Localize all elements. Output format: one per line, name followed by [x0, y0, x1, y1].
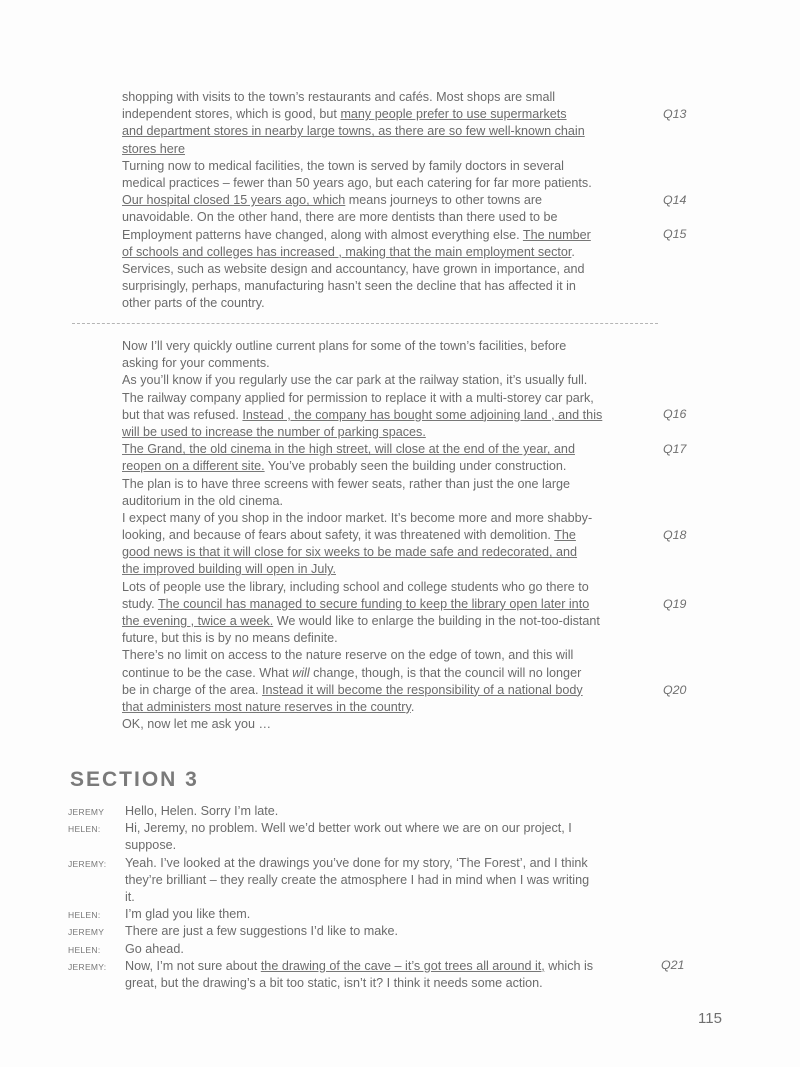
question-number: Q15	[663, 227, 687, 242]
transcript-line	[122, 596, 662, 613]
dialogue-text	[125, 820, 572, 837]
dialogue-text	[125, 837, 176, 854]
transcript-line	[122, 244, 662, 261]
question-number: Q17	[663, 441, 687, 456]
dialogue-text	[125, 906, 250, 923]
transcript-line	[122, 579, 662, 596]
text-run: unavoidable. On the other hand, there are more dentists than there used to be	[122, 210, 558, 225]
text-run: .	[410, 699, 415, 714]
underlined-answer-text: The number	[522, 227, 591, 242]
text-run: I’m glad you like them.	[125, 907, 251, 922]
transcript-line	[122, 158, 662, 175]
dialogue-line	[68, 889, 668, 906]
underlined-answer-text: many people prefer to use supermarkets	[340, 107, 567, 122]
underlined-answer-text: the drawing of the cave – it’s got trees all around it,	[260, 958, 545, 973]
transcript-line	[122, 209, 662, 226]
text-run: There are just a few suggestions I’d like to make.	[125, 924, 398, 939]
transcript-line	[122, 561, 662, 578]
dialogue-line	[68, 872, 668, 889]
underlined-answer-text: and department stores in nearby large towns, as there are so few well-known chain	[122, 124, 585, 139]
listening-transcript-part2	[122, 338, 662, 733]
transcript-line	[122, 261, 662, 278]
transcript-line	[122, 295, 662, 312]
emphasis-text: will	[292, 665, 310, 680]
text-run: The railway company applied for permission to replace it with a multi-storey car park,	[122, 390, 594, 405]
transcript-line	[122, 355, 662, 372]
page-number: 115	[698, 1010, 722, 1027]
text-run: auditorium in the old cinema.	[122, 493, 284, 508]
text-run: Turning now to medical facilities, the town is served by family doctors in several	[122, 158, 564, 173]
underlined-answer-text: reopen on a different site.	[122, 459, 265, 474]
question-number: Q21	[661, 958, 685, 973]
text-run: future, but this is by no means definite.	[122, 631, 338, 646]
question-number: Q16	[663, 407, 687, 422]
transcript-line	[122, 192, 662, 209]
underlined-answer-text: the improved building will open in July.	[122, 562, 336, 577]
section-title: SECTION 3	[70, 768, 199, 791]
speaker-name: JEREMY:	[68, 858, 107, 869]
section3-dialogue	[68, 803, 668, 992]
question-number: Q20	[663, 682, 687, 697]
text-run: Services, such as website design and accountancy, have grown in importance, and	[122, 261, 585, 276]
dialogue-text	[125, 855, 588, 872]
transcript-line	[122, 544, 662, 561]
transcript-line	[122, 106, 662, 123]
transcript-line	[122, 493, 662, 510]
question-number: Q18	[663, 527, 687, 542]
transcript-line	[122, 630, 662, 647]
transcript-line	[122, 441, 662, 458]
dialogue-line	[68, 941, 668, 958]
underlined-answer-text: Our hospital closed 15 years ago, which	[122, 193, 346, 208]
speaker-name: HELEN:	[68, 910, 101, 921]
text-run: great, but the drawing’s a bit too static, isn’t it? I think it needs some action.	[125, 975, 543, 990]
text-run: We would like to enlarge the building in the not-too-distant	[273, 614, 600, 628]
question-number: Q19	[663, 596, 687, 611]
transcript-line	[122, 372, 662, 389]
dialogue-line	[68, 906, 668, 923]
underlined-answer-text: The	[554, 528, 576, 543]
underlined-answer-text: the evening , twice a week.	[122, 614, 274, 628]
transcript-line	[122, 227, 662, 244]
transcript-line	[122, 699, 662, 716]
speaker-name: JEREMY	[68, 927, 105, 938]
text-run: Lots of people use the library, including school and college students who go there to	[122, 579, 589, 594]
dialogue-line	[68, 855, 668, 872]
text-run: but that was refused.	[122, 407, 243, 422]
text-run: Now I’ll very quickly outline current plans for some of the town’s facilities, before	[122, 339, 567, 353]
transcript-line	[122, 175, 662, 192]
text-run: suppose.	[125, 838, 177, 853]
question-number: Q14	[663, 192, 687, 207]
transcript-line	[122, 527, 662, 544]
dialogue-text	[125, 941, 184, 958]
text-run: Hello, Helen. Sorry I’m late.	[125, 804, 279, 818]
text-run: The plan is to have three screens with fewer seats, rather than just the one large	[122, 476, 571, 491]
text-run: Yeah. I’ve looked at the drawings you’ve done for my story, ‘The Forest’, and I think	[125, 855, 588, 870]
text-run: Now, I’m not sure about	[125, 958, 261, 973]
text-run: change, though, is that the council will no longer	[309, 665, 582, 680]
text-run: Hi, Jeremy, no problem. Well we’d better work out where we are on our project, I	[125, 821, 572, 836]
dialogue-line	[68, 837, 668, 854]
text-run: shopping with visits to the town’s restaurants and cafés. Most shops are small	[122, 90, 556, 104]
underlined-answer-text: of schools and colleges has increased , making that the main employment sector	[122, 244, 572, 259]
text-run: means journeys to other towns are	[345, 193, 543, 208]
text-run: asking for your comments.	[122, 356, 270, 371]
dialogue-text	[125, 975, 543, 992]
text-run: which is	[544, 958, 594, 973]
text-run: There’s no limit on access to the nature reserve on the edge of town, and this will	[122, 648, 574, 663]
dialogue-text	[125, 803, 278, 820]
underlined-answer-text: Instead it will become the responsibility of a national body	[262, 682, 583, 697]
underlined-answer-text: stores here	[122, 141, 185, 156]
transcript-line	[122, 647, 662, 664]
speaker-name: HELEN:	[68, 944, 101, 955]
text-run: study.	[122, 596, 158, 611]
dialogue-text	[125, 958, 593, 975]
transcript-line	[122, 424, 662, 441]
dialogue-text	[125, 872, 589, 889]
dialogue-text	[125, 889, 135, 906]
underlined-answer-text: The council has managed to secure funding to keep the library open later into	[157, 596, 590, 611]
dialogue-line	[68, 958, 668, 975]
text-run: be in charge of the area.	[122, 682, 263, 697]
text-run: .	[571, 244, 575, 259]
underlined-answer-text: Instead , the company has bought some adjoining land , and this	[242, 407, 603, 422]
section-divider	[72, 323, 658, 324]
dialogue-line	[68, 803, 668, 820]
text-run: You’ve probably seen the building under construction.	[264, 459, 567, 474]
text-run: surprisingly, perhaps, manufacturing hasn’t seen the decline that has affected it in	[122, 279, 576, 294]
text-run: other parts of the country.	[122, 296, 265, 311]
text-run: independent stores, which is good, but	[122, 107, 341, 122]
transcript-line	[122, 338, 662, 355]
speaker-name: HELEN:	[68, 824, 101, 835]
speaker-name: JEREMY	[68, 807, 105, 817]
text-run: Employment patterns have changed, along with almost everything else.	[122, 227, 523, 242]
transcript-line	[122, 123, 662, 140]
dialogue-line	[68, 820, 668, 837]
transcript-line	[122, 89, 662, 106]
underlined-answer-text: good news is that it will close for six weeks to be made safe and redecorated, and	[122, 545, 578, 560]
text-run: OK, now let me ask you …	[122, 717, 272, 732]
transcript-line	[122, 476, 662, 493]
speaker-name: JEREMY:	[68, 961, 107, 972]
underlined-answer-text: The Grand, the old cinema in the high street, will close at the end of the year, and	[122, 442, 575, 457]
text-run: they’re brilliant – they really create the atmosphere I had in mind when I was writing	[125, 872, 590, 887]
text-run: I expect many of you shop in the indoor market. It’s become more and more shabby-	[122, 510, 593, 525]
dialogue-line	[68, 923, 668, 940]
underlined-answer-text: will be used to increase the number of parking spaces.	[122, 424, 426, 439]
listening-transcript-part1	[122, 89, 662, 312]
transcript-line	[122, 458, 662, 475]
transcript-line	[122, 716, 662, 733]
transcript-line	[122, 510, 662, 527]
dialogue-line	[68, 975, 668, 992]
text-run: looking, and because of fears about safety, it was threatened with demolition.	[122, 528, 555, 543]
text-run: As you’ll know if you regularly use the car park at the railway station, it’s usually full.	[122, 373, 588, 388]
transcript-line	[122, 407, 662, 424]
text-run: medical practices – fewer than 50 years ago, but each catering for far more patients.	[122, 175, 592, 190]
transcript-line	[122, 665, 662, 682]
question-number: Q13	[663, 106, 687, 121]
text-run: Go ahead.	[125, 941, 184, 956]
transcript-line	[122, 390, 662, 407]
transcript-line	[122, 278, 662, 295]
text-run: it.	[125, 889, 135, 904]
transcript-line	[122, 141, 662, 158]
underlined-answer-text: that administers most nature reserves in the country	[122, 699, 411, 714]
dialogue-text	[125, 923, 398, 940]
transcript-line	[122, 613, 662, 630]
text-run: continue to be the case. What	[122, 665, 293, 680]
transcript-line	[122, 682, 662, 699]
